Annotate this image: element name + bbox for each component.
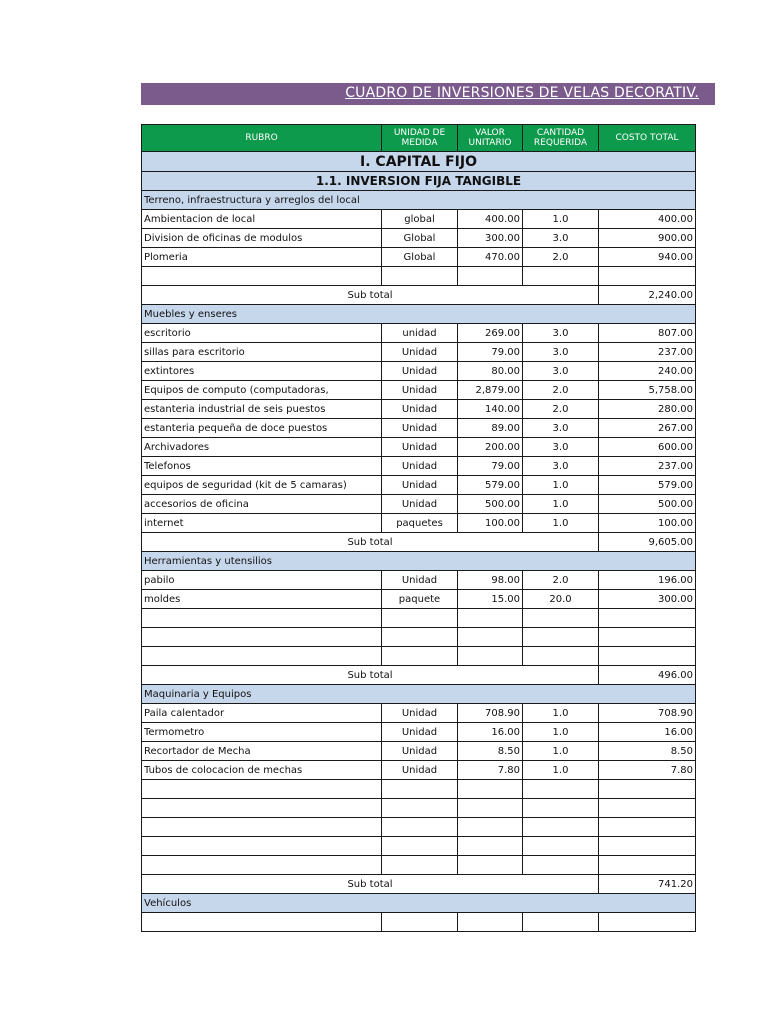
- empty-cell: [382, 628, 458, 647]
- item-name: Tubos de colocacion de mechas: [142, 761, 382, 780]
- empty-cell: [523, 913, 599, 932]
- empty-cell: [382, 856, 458, 875]
- item-name: Ambientacion de local: [142, 210, 382, 229]
- item-unit: Unidad: [382, 495, 458, 514]
- empty-cell: [458, 818, 523, 837]
- item-total-cost: 8.50: [599, 742, 696, 761]
- table-row: [142, 723, 696, 742]
- subtotal-row: [142, 286, 696, 305]
- empty-cell: [142, 913, 382, 932]
- empty-cell: [382, 837, 458, 856]
- empty-cell: [599, 609, 696, 628]
- empty-cell: [458, 856, 523, 875]
- subtotal-value: 741.20: [599, 875, 696, 894]
- item-name: estanteria pequeña de doce puestos: [142, 419, 382, 438]
- empty-cell: [599, 913, 696, 932]
- empty-cell: [523, 267, 599, 286]
- empty-cell: [142, 780, 382, 799]
- empty-cell: [142, 267, 382, 286]
- item-quantity: 3.0: [523, 324, 599, 343]
- item-quantity: 1.0: [523, 495, 599, 514]
- empty-cell: [599, 856, 696, 875]
- item-quantity: 1.0: [523, 704, 599, 723]
- item-quantity: 2.0: [523, 400, 599, 419]
- item-unit: global: [382, 210, 458, 229]
- category-name: Vehículos: [142, 894, 696, 913]
- item-name: Recortador de Mecha: [142, 742, 382, 761]
- empty-cell: [523, 799, 599, 818]
- header-unidad: UNIDAD DE MEDIDA: [382, 125, 458, 152]
- item-unit-value: 89.00: [458, 419, 523, 438]
- empty-row: [142, 856, 696, 875]
- table-row: [142, 457, 696, 476]
- item-unit-value: 16.00: [458, 723, 523, 742]
- category-name: Herramientas y utensilios: [142, 552, 696, 571]
- table-row: [142, 438, 696, 457]
- table-row: [142, 742, 696, 761]
- item-quantity: 3.0: [523, 362, 599, 381]
- empty-cell: [523, 818, 599, 837]
- item-unit: Global: [382, 248, 458, 267]
- item-quantity: 1.0: [523, 761, 599, 780]
- item-unit-value: 100.00: [458, 514, 523, 533]
- empty-cell: [458, 780, 523, 799]
- item-name: moldes: [142, 590, 382, 609]
- item-name: estanteria industrial de seis puestos: [142, 400, 382, 419]
- item-total-cost: 500.00: [599, 495, 696, 514]
- item-unit-value: 7.80: [458, 761, 523, 780]
- item-quantity: 3.0: [523, 343, 599, 362]
- category-row: [142, 894, 696, 913]
- item-quantity: 1.0: [523, 514, 599, 533]
- item-total-cost: 600.00: [599, 438, 696, 457]
- title-bar: [141, 83, 715, 105]
- empty-cell: [599, 799, 696, 818]
- item-quantity: 3.0: [523, 229, 599, 248]
- item-unit: Unidad: [382, 476, 458, 495]
- empty-row: [142, 628, 696, 647]
- item-name: extintores: [142, 362, 382, 381]
- header-rubro: RUBRO: [142, 125, 382, 152]
- item-name: Archivadores: [142, 438, 382, 457]
- subtotal-value: 496.00: [599, 666, 696, 685]
- category-name: Terreno, infraestructura y arreglos del local: [142, 191, 696, 210]
- item-total-cost: 267.00: [599, 419, 696, 438]
- subtotal-label: Sub total: [142, 875, 599, 894]
- item-unit: Unidad: [382, 400, 458, 419]
- empty-row: [142, 780, 696, 799]
- item-unit-value: 500.00: [458, 495, 523, 514]
- subtotal-row: [142, 533, 696, 552]
- item-total-cost: 579.00: [599, 476, 696, 495]
- empty-row: [142, 609, 696, 628]
- item-unit-value: 80.00: [458, 362, 523, 381]
- category-row: [142, 685, 696, 704]
- table-row: [142, 324, 696, 343]
- item-unit-value: 79.00: [458, 343, 523, 362]
- empty-cell: [142, 609, 382, 628]
- item-unit-value: 400.00: [458, 210, 523, 229]
- empty-cell: [523, 647, 599, 666]
- empty-cell: [142, 799, 382, 818]
- empty-cell: [142, 856, 382, 875]
- item-unit: Unidad: [382, 723, 458, 742]
- item-total-cost: 100.00: [599, 514, 696, 533]
- table-row: [142, 590, 696, 609]
- item-quantity: 3.0: [523, 438, 599, 457]
- item-unit: unidad: [382, 324, 458, 343]
- empty-cell: [382, 647, 458, 666]
- item-unit-value: 8.50: [458, 742, 523, 761]
- item-name: sillas para escritorio: [142, 343, 382, 362]
- empty-cell: [382, 780, 458, 799]
- item-unit-value: 98.00: [458, 571, 523, 590]
- empty-cell: [382, 913, 458, 932]
- item-total-cost: 280.00: [599, 400, 696, 419]
- empty-cell: [523, 837, 599, 856]
- table-row: [142, 704, 696, 723]
- item-unit-value: 15.00: [458, 590, 523, 609]
- item-total-cost: 240.00: [599, 362, 696, 381]
- item-unit: Unidad: [382, 438, 458, 457]
- item-name: pabilo: [142, 571, 382, 590]
- item-unit: Unidad: [382, 343, 458, 362]
- table-row: [142, 571, 696, 590]
- item-total-cost: 900.00: [599, 229, 696, 248]
- item-name: equipos de seguridad (kit de 5 camaras): [142, 476, 382, 495]
- item-total-cost: 708.90: [599, 704, 696, 723]
- empty-cell: [523, 628, 599, 647]
- table-row: [142, 761, 696, 780]
- category-name: Muebles y enseres: [142, 305, 696, 324]
- empty-cell: [142, 818, 382, 837]
- empty-cell: [599, 780, 696, 799]
- table-row: [142, 381, 696, 400]
- item-name: Plomeria: [142, 248, 382, 267]
- item-quantity: 3.0: [523, 419, 599, 438]
- item-total-cost: 16.00: [599, 723, 696, 742]
- empty-cell: [599, 647, 696, 666]
- item-quantity: 20.0: [523, 590, 599, 609]
- empty-cell: [142, 647, 382, 666]
- item-unit: paquetes: [382, 514, 458, 533]
- header-costo: COSTO TOTAL: [599, 125, 696, 152]
- subtotal-row: [142, 666, 696, 685]
- item-quantity: 2.0: [523, 248, 599, 267]
- item-unit: Unidad: [382, 362, 458, 381]
- table-row: [142, 400, 696, 419]
- item-quantity: 1.0: [523, 742, 599, 761]
- table-row: [142, 514, 696, 533]
- item-unit: Unidad: [382, 381, 458, 400]
- item-unit: Unidad: [382, 457, 458, 476]
- empty-cell: [523, 856, 599, 875]
- empty-cell: [458, 799, 523, 818]
- item-name: accesorios de oficina: [142, 495, 382, 514]
- item-total-cost: 940.00: [599, 248, 696, 267]
- category-row: [142, 305, 696, 324]
- empty-cell: [458, 628, 523, 647]
- item-unit: Global: [382, 229, 458, 248]
- empty-cell: [523, 609, 599, 628]
- item-quantity: 1.0: [523, 723, 599, 742]
- empty-cell: [458, 837, 523, 856]
- table-row: [142, 343, 696, 362]
- item-name: Division de oficinas de modulos: [142, 229, 382, 248]
- item-total-cost: 5,758.00: [599, 381, 696, 400]
- empty-row: [142, 837, 696, 856]
- empty-cell: [382, 609, 458, 628]
- item-total-cost: 237.00: [599, 457, 696, 476]
- category-name: Maquinaria y Equipos: [142, 685, 696, 704]
- section-title: I. CAPITAL FIJO: [142, 152, 696, 172]
- item-name: Paila calentador: [142, 704, 382, 723]
- item-total-cost: 300.00: [599, 590, 696, 609]
- item-quantity: 3.0: [523, 457, 599, 476]
- subtotal-label: Sub total: [142, 533, 599, 552]
- section-row: [142, 152, 696, 172]
- item-total-cost: 7.80: [599, 761, 696, 780]
- item-unit: Unidad: [382, 742, 458, 761]
- subsection-row: [142, 172, 696, 191]
- category-row: [142, 552, 696, 571]
- empty-cell: [382, 267, 458, 286]
- empty-cell: [458, 267, 523, 286]
- item-name: Equipos de computo (computadoras,: [142, 381, 382, 400]
- subtotal-value: 2,240.00: [599, 286, 696, 305]
- item-quantity: 1.0: [523, 210, 599, 229]
- item-unit: paquete: [382, 590, 458, 609]
- item-unit: Unidad: [382, 704, 458, 723]
- table-row: [142, 495, 696, 514]
- item-unit-value: 79.00: [458, 457, 523, 476]
- table-row: [142, 229, 696, 248]
- subsection-title: 1.1. INVERSION FIJA TANGIBLE: [142, 172, 696, 191]
- item-total-cost: 237.00: [599, 343, 696, 362]
- empty-cell: [458, 609, 523, 628]
- empty-cell: [458, 913, 523, 932]
- item-unit: Unidad: [382, 761, 458, 780]
- investment-table: [141, 124, 696, 932]
- header-cantidad: CANTIDAD REQUERIDA: [523, 125, 599, 152]
- empty-cell: [599, 818, 696, 837]
- table-row: [142, 248, 696, 267]
- empty-cell: [599, 267, 696, 286]
- empty-cell: [458, 647, 523, 666]
- item-total-cost: 196.00: [599, 571, 696, 590]
- header-row: [142, 125, 696, 152]
- item-unit-value: 300.00: [458, 229, 523, 248]
- empty-cell: [382, 799, 458, 818]
- item-total-cost: 807.00: [599, 324, 696, 343]
- table-row: [142, 210, 696, 229]
- item-unit-value: 2,879.00: [458, 381, 523, 400]
- document-title: CUADRO DE INVERSIONES DE VELAS DECORATIV.: [345, 85, 699, 101]
- empty-row: [142, 818, 696, 837]
- header-valor: VALOR UNITARIO: [458, 125, 523, 152]
- item-name: escritorio: [142, 324, 382, 343]
- item-unit-value: 470.00: [458, 248, 523, 267]
- item-unit: Unidad: [382, 571, 458, 590]
- category-row: [142, 191, 696, 210]
- empty-row: [142, 267, 696, 286]
- item-unit-value: 269.00: [458, 324, 523, 343]
- item-quantity: 2.0: [523, 381, 599, 400]
- table-row: [142, 476, 696, 495]
- item-quantity: 2.0: [523, 571, 599, 590]
- subtotal-value: 9,605.00: [599, 533, 696, 552]
- empty-row: [142, 799, 696, 818]
- empty-cell: [599, 628, 696, 647]
- item-name: Telefonos: [142, 457, 382, 476]
- item-name: Termometro: [142, 723, 382, 742]
- empty-cell: [142, 837, 382, 856]
- empty-cell: [599, 837, 696, 856]
- empty-row: [142, 647, 696, 666]
- subtotal-label: Sub total: [142, 286, 599, 305]
- item-total-cost: 400.00: [599, 210, 696, 229]
- empty-cell: [142, 628, 382, 647]
- item-unit: Unidad: [382, 419, 458, 438]
- item-unit-value: 200.00: [458, 438, 523, 457]
- empty-cell: [523, 780, 599, 799]
- table-row: [142, 419, 696, 438]
- item-quantity: 1.0: [523, 476, 599, 495]
- subtotal-row: [142, 875, 696, 894]
- item-unit-value: 708.90: [458, 704, 523, 723]
- table-row: [142, 362, 696, 381]
- empty-row: [142, 913, 696, 932]
- empty-cell: [382, 818, 458, 837]
- item-unit-value: 579.00: [458, 476, 523, 495]
- item-name: internet: [142, 514, 382, 533]
- subtotal-label: Sub total: [142, 666, 599, 685]
- item-unit-value: 140.00: [458, 400, 523, 419]
